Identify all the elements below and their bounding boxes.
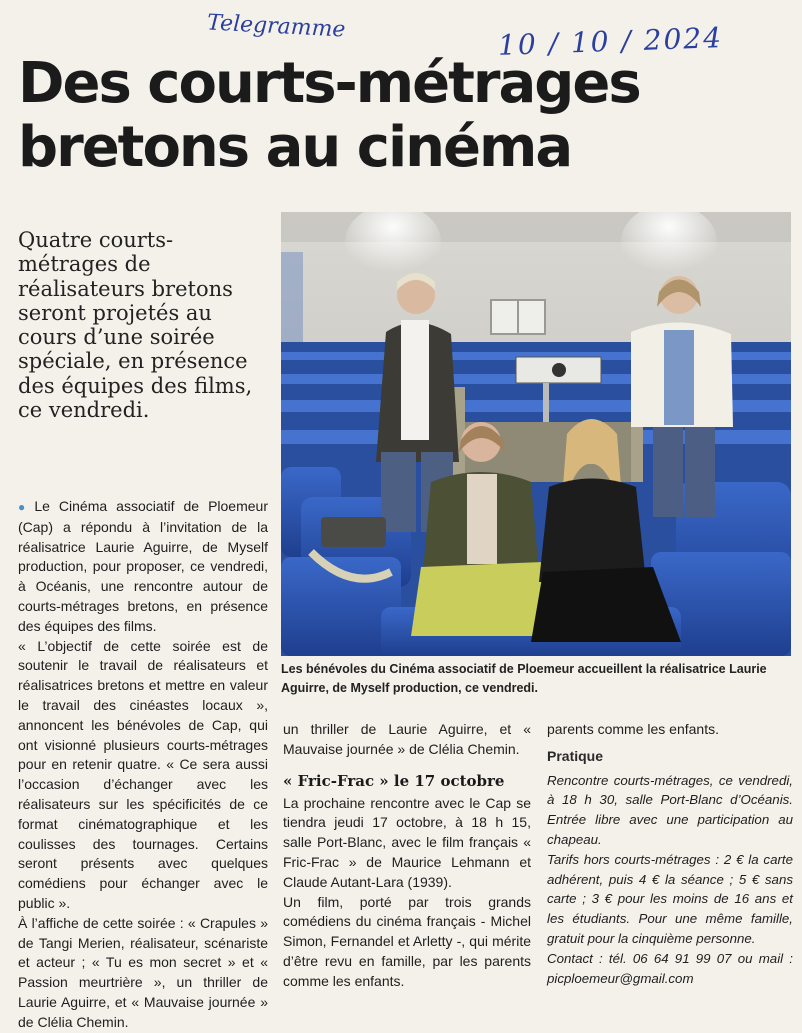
handwritten-date-note: 10 / 10 / 2024 xyxy=(497,21,724,62)
body-paragraph-5: Un film, porté par trois grands comédiens du cinéma français - Michel Simon, Fernandel et Arletty -, qui mérite d’être revu en famille, par les parents comme les enfants. xyxy=(283,893,531,989)
pricing-info: Tarifs hors courts-métrages : 2 € la carte adhérent, puis 4 € la séance ; 5 € sans carte ; 3 € pour les moins de 16 ans et les étudiants. Pour une même famille, gratuit pour la cinquième personne. xyxy=(547,851,793,946)
article-subheading: « Fric-Frac » le 17 octobre xyxy=(283,771,505,790)
practical-heading: Pratique xyxy=(547,747,604,764)
article-lede: Quatre courts-métrages de réalisateurs bretons seront projetés au cours d’une soirée spéciale, en présence des équipes des films, ce vendredi. xyxy=(18,228,253,423)
body-paragraph-3-continued: un thriller de Laurie Aguirre, et « Mauvaise journée » de Clélia Chemin. xyxy=(283,721,531,757)
practical-info: Rencontre courts-métrages, ce vendredi, à 18 h 30, salle Port-Blanc d’Océanis. Entrée libre avec une participation au chapeau. xyxy=(547,772,793,847)
body-paragraph-2: « L’objectif de cette soirée est de soutenir le travail de réalisateurs et réalisatrices bretons et mettre en valeur le travail des cinéastes locaux », annoncent les bénévoles de Cap, qui ont visionné plusieurs courts-métrages pour en retenir quatre. « Ce sera aussi l’occasion d’échanger avec les réalisateurs sur les spécificités de ce format cinématographique et les coulisses des tournages. Certains seront présents avec quelques comédiens pour échanger avec le public ». xyxy=(18,637,268,911)
article-column-3 xyxy=(547,720,793,988)
body-paragraph-1: ● Le Cinéma associatif de Ploemeur (Cap) a répondu à l’invitation de la réalisatrice Laurie Aguirre, de Myself production, pour proposer, ce vendredi, à Océanis, une rencontre autour de courts-métrages bretons, en présence des équipes des films. xyxy=(18,498,268,634)
body-paragraph-5-continued: parents comme les enfants. xyxy=(547,721,719,737)
handwritten-source-note: Telegramme xyxy=(206,10,347,43)
article-headline: Des courts-métrages bretons au cinéma xyxy=(18,51,640,180)
article-column-2 xyxy=(283,720,531,1012)
photo-caption: Les bénévoles du Cinéma associatif de Ploemeur accueillent la réalisatrice Laurie Aguirre, de Myself production, ce vendredi. xyxy=(281,662,767,695)
contact-info: Contact : tél. 06 64 91 99 07 ou mail : picploemeur@gmail.com xyxy=(547,950,793,986)
bullet-icon: ● xyxy=(18,500,31,514)
article-photo xyxy=(281,212,791,656)
body-paragraph-3: À l’affiche de cette soirée : « Crapules » de Tangi Merien, réalisateur, scénariste et acteur ; « Tu es mon secret » et « Passion meurtrière », un thriller de Laurie Aguirre, et « Mauvaise journée » de Clélia Chemin. xyxy=(18,914,268,1030)
article-column-1 xyxy=(18,497,268,1033)
body-paragraph-4: La prochaine rencontre avec le Cap se tiendra jeudi 17 octobre, à 18 h 15, salle Port-Blanc, avec le film français « Fric-Frac » de Maurice Lehmann et Claude Autant-Lara (1939). xyxy=(283,794,531,890)
